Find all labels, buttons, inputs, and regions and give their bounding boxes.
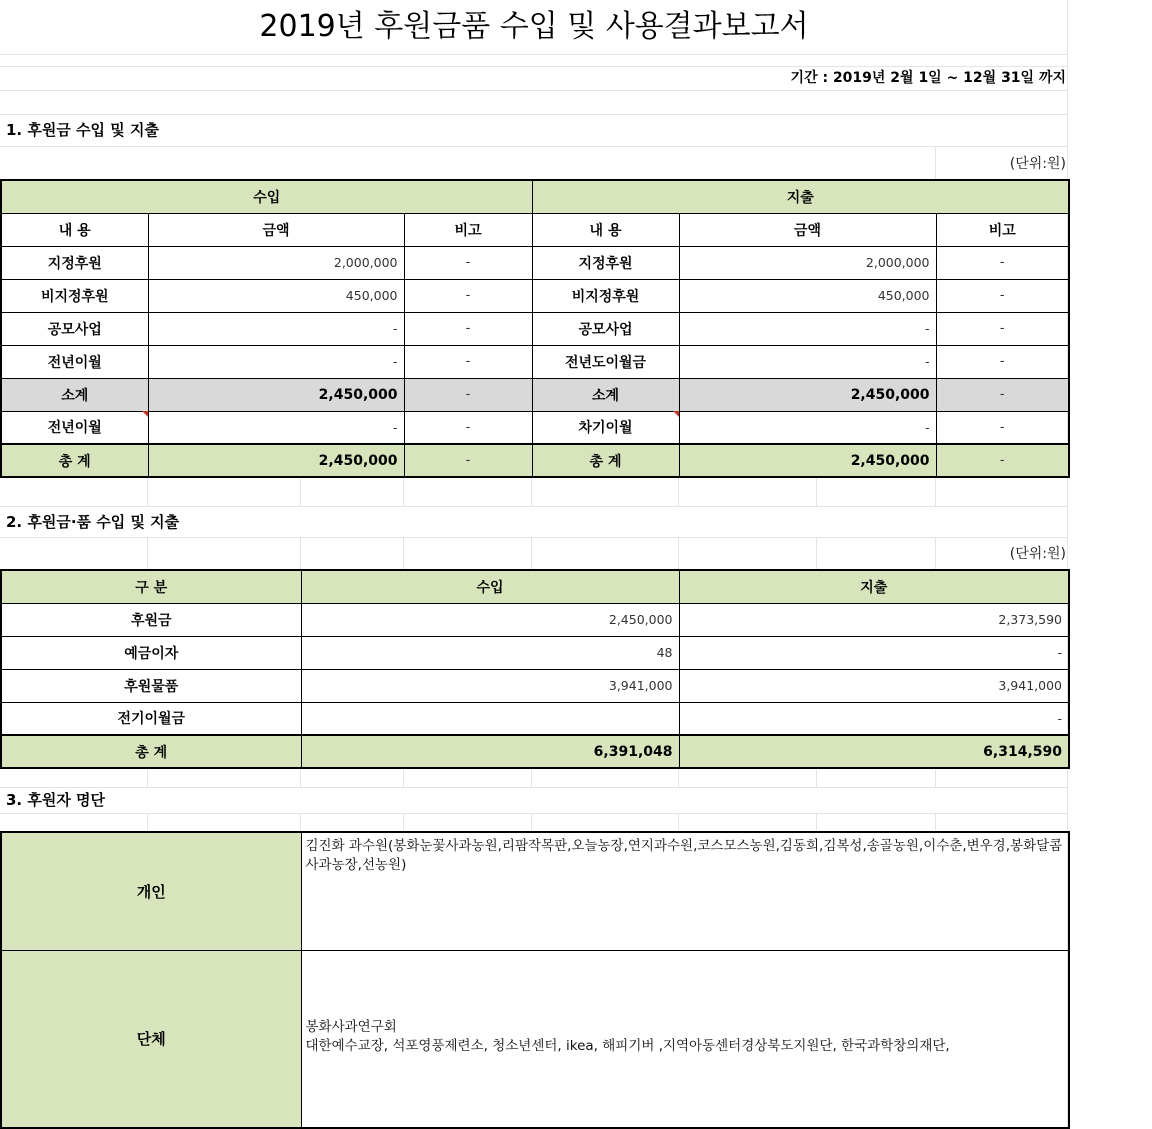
expense-amount: - [679, 636, 1069, 669]
grid-line [0, 54, 1068, 55]
report-title: 2019년 후원금품 수입 및 사용결과보고서 [259, 9, 809, 44]
report-period: 기간 : 2019년 2월 1일 ~ 12월 31일 까지 [790, 70, 1066, 86]
col-note: 비고 [936, 213, 1069, 246]
income-amount [301, 702, 679, 735]
grid-line [0, 114, 1068, 115]
table-row [1, 603, 1069, 636]
income-amount: 2,000,000 [148, 246, 404, 279]
section3-heading: 3. 후원자 명단 [6, 791, 106, 809]
expense-label: 소계 [532, 378, 679, 411]
grid-line [0, 787, 1068, 788]
expense-label: 총 계 [532, 444, 679, 477]
income-amount: - [148, 411, 404, 444]
expense-amount: 2,000,000 [679, 246, 936, 279]
category-label: 전기이월금 [1, 702, 301, 735]
col-content: 내 용 [532, 213, 679, 246]
individual-label: 개인 [1, 832, 301, 950]
group-label: 단체 [1, 950, 301, 1128]
subtotal-row [1, 378, 1069, 411]
income-amount: 450,000 [148, 279, 404, 312]
income-amount: 48 [301, 636, 679, 669]
table-row [1, 345, 1069, 378]
income-amount: 3,941,000 [301, 669, 679, 702]
grid-line [0, 146, 1068, 147]
unit-label: (단위:원) [1009, 546, 1066, 562]
individual-donors: 김진화 과수원(봉화눈꽃사과농원,리팜작목판,오늘농장,연지과수원,코스모스농원,김동희,김복성,송골농원,이수춘,변우경,봉화달콤사과농장,선농원) [301, 832, 1069, 950]
expense-amount: 2,450,000 [679, 444, 936, 477]
grid-line [935, 146, 936, 180]
income-label: 공모사업 [1, 312, 148, 345]
expense-note: - [936, 345, 1069, 378]
table-row [1, 636, 1069, 669]
grid-line [0, 90, 1068, 91]
income-label: 소계 [1, 378, 148, 411]
income-amount: 6,391,048 [301, 735, 679, 768]
category-label: 총 계 [1, 735, 301, 768]
expense-note: - [936, 444, 1069, 477]
expense-label: 공모사업 [532, 312, 679, 345]
category-label: 후원물품 [1, 669, 301, 702]
expense-amount: 3,941,000 [679, 669, 1069, 702]
income-note: - [404, 312, 532, 345]
donor-list-table [0, 831, 1070, 1129]
col-income: 수입 [301, 570, 679, 603]
table-row [1, 246, 1069, 279]
section1-heading: 1. 후원금 수입 및 지출 [6, 121, 159, 139]
expense-amount: 6,314,590 [679, 735, 1069, 768]
expense-label: 지정후원 [532, 246, 679, 279]
total-row [1, 735, 1069, 768]
group-donors [301, 950, 1069, 1128]
comment-indicator-icon[interactable] [142, 411, 148, 417]
income-label: 총 계 [1, 444, 148, 477]
expense-note: - [936, 378, 1069, 411]
col-content: 내 용 [1, 213, 148, 246]
expense-label: 전년도이월금 [532, 345, 679, 378]
expense-note: - [936, 279, 1069, 312]
expense-amount: - [679, 345, 936, 378]
group-donors-line1: 봉화사과연구회 [305, 1018, 397, 1035]
grid-line [0, 813, 1068, 814]
col-expense: 지출 [679, 570, 1069, 603]
income-note: - [404, 444, 532, 477]
grid-line [0, 537, 1068, 538]
income-note: - [404, 345, 532, 378]
donation-goods-table [0, 569, 1070, 769]
table-row [1, 279, 1069, 312]
income-amount: - [148, 345, 404, 378]
expense-note: - [936, 246, 1069, 279]
category-label: 예금이자 [1, 636, 301, 669]
col-note: 비고 [404, 213, 532, 246]
income-amount: - [148, 312, 404, 345]
income-amount: 2,450,000 [148, 444, 404, 477]
expense-header: 지출 [532, 180, 1069, 213]
expense-label: 차기이월 [532, 411, 679, 444]
col-amount: 금액 [679, 213, 936, 246]
income-note: - [404, 378, 532, 411]
expense-label: 비지정후원 [532, 279, 679, 312]
income-label: 전년이월 [1, 345, 148, 378]
expense-amount: 2,450,000 [679, 378, 936, 411]
carryover-row [1, 411, 1069, 444]
income-note: - [404, 411, 532, 444]
section2-heading: 2. 후원금·품 수입 및 지출 [6, 513, 180, 531]
unit-label: (단위:원) [1009, 156, 1066, 172]
income-note: - [404, 246, 532, 279]
expense-note: - [936, 312, 1069, 345]
expense-amount: 2,373,590 [679, 603, 1069, 636]
table-row [1, 702, 1069, 735]
col-category: 구 분 [1, 570, 301, 603]
table-row [1, 669, 1069, 702]
expense-note: - [936, 411, 1069, 444]
income-label: 지정후원 [1, 246, 148, 279]
income-label: 전년이월 [1, 411, 148, 444]
expense-amount: - [679, 312, 936, 345]
comment-indicator-icon[interactable] [673, 411, 679, 417]
income-note: - [404, 279, 532, 312]
expense-amount: - [679, 702, 1069, 735]
group-donors-line2: 대한예수교장, 석포영풍제련소, 청소년센터, ikea, 해피기버 ,지역아동센터경상북도지원단, 한국과학창의재단, [305, 1037, 950, 1054]
grid-line [0, 506, 1068, 507]
donation-income-expense-table [0, 179, 1070, 478]
expense-amount: 450,000 [679, 279, 936, 312]
income-amount: 2,450,000 [148, 378, 404, 411]
col-amount: 금액 [148, 213, 404, 246]
income-amount: 2,450,000 [301, 603, 679, 636]
table-row [1, 312, 1069, 345]
total-row [1, 444, 1069, 477]
income-label: 비지정후원 [1, 279, 148, 312]
income-header: 수입 [1, 180, 532, 213]
expense-amount: - [679, 411, 936, 444]
category-label: 후원금 [1, 603, 301, 636]
